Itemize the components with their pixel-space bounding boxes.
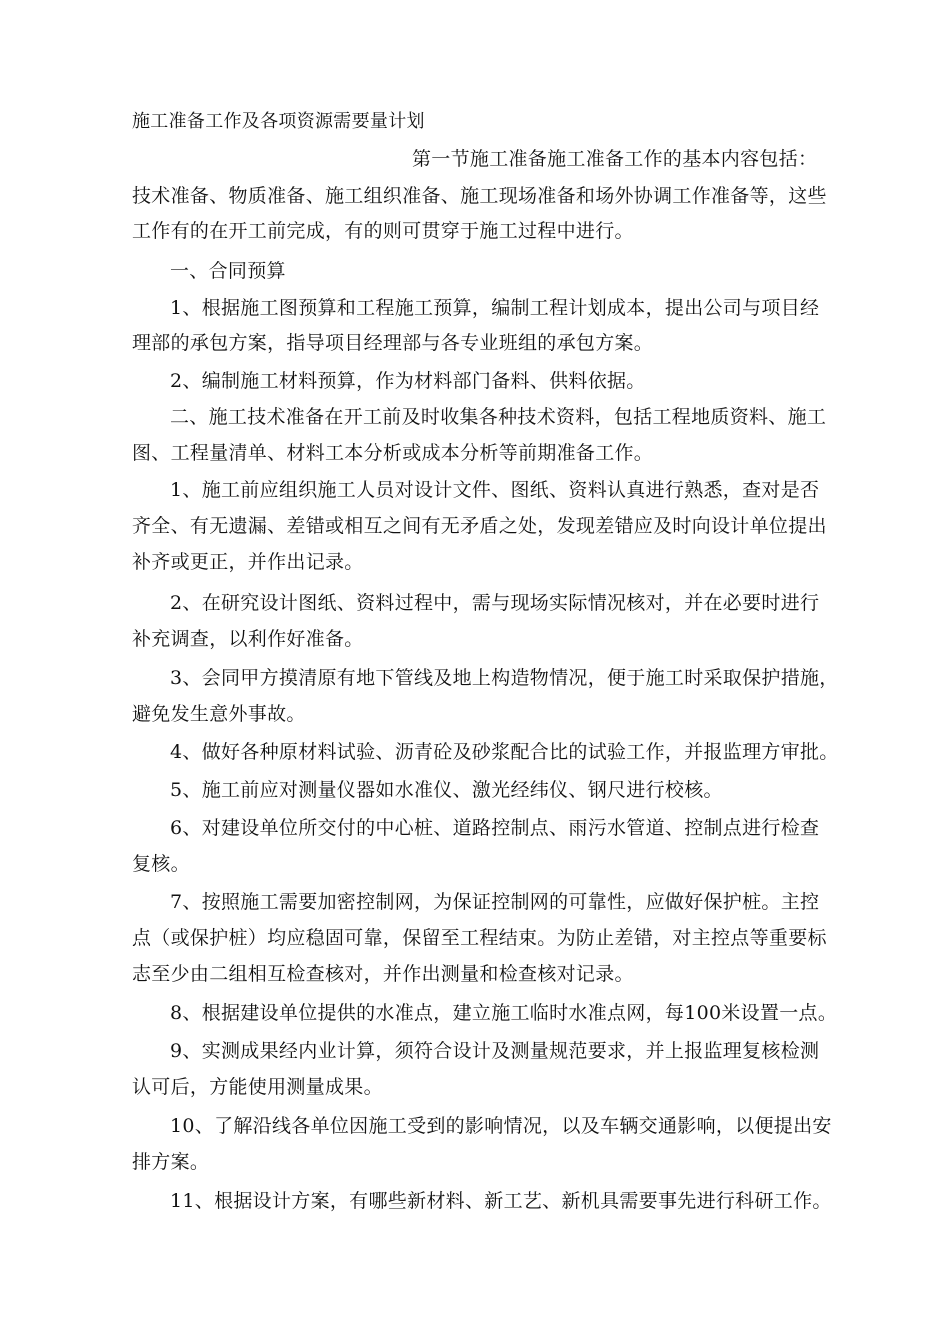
paragraph-line: 认可后，方能使用测量成果。	[132, 1076, 383, 1098]
paragraph-line: 1、施工前应组织施工人员对设计文件、图纸、资料认真进行熟悉，查对是否	[170, 479, 820, 501]
section-heading-contract: 一、合同预算	[170, 260, 286, 282]
paragraph-line: 齐全、有无遗漏、差错或相互之间有无矛盾之处，发现差错应及时向设计单位提出	[132, 515, 827, 537]
paragraph-line: 复核。	[132, 853, 190, 875]
paragraph-line: 3、会同甲方摸清原有地下管线及地上构造物情况，便于施工时采取保护措施，	[170, 667, 839, 689]
section-heading: 第一节施工准备施工准备工作的基本内容包括：	[412, 148, 818, 170]
paragraph-line: 补齐或更正，并作出记录。	[132, 551, 364, 573]
paragraph-line: 8、根据建设单位提供的水准点，建立施工临时水准点网，每100米设置一点。	[170, 1002, 838, 1024]
paragraph-line: 11、根据设计方案，有哪些新材料、新工艺、新机具需要事先进行科研工作。	[170, 1190, 832, 1212]
paragraph-line: 9、实测成果经内业计算，须符合设计及测量规范要求，并上报监理复核检测	[170, 1040, 820, 1062]
paragraph-line: 工作有的在开工前完成，有的则可贯穿于施工过程中进行。	[132, 220, 634, 242]
paragraph-line: 点（或保护桩）均应稳固可靠，保留至工程结束。为防止差错，对主控点等重要标	[132, 927, 827, 949]
paragraph-line: 技术准备、物质准备、施工组织准备、施工现场准备和场外协调工作准备等，这些	[132, 185, 827, 207]
paragraph-line: 理部的承包方案，指导项目经理部与各专业班组的承包方案。	[132, 332, 654, 354]
paragraph-line: 补充调查，以利作好准备。	[132, 628, 364, 650]
paragraph-line: 志至少由二组相互检查核对，并作出测量和检查核对记录。	[132, 963, 634, 985]
paragraph-line: 避免发生意外事故。	[132, 703, 306, 725]
paragraph-line: 6、对建设单位所交付的中心桩、道路控制点、雨污水管道、控制点进行检查	[170, 817, 820, 839]
paragraph-line: 2、编制施工材料预算，作为材料部门备料、供料依据。	[170, 370, 646, 392]
section-heading-tech: 二、施工技术准备在开工前及时收集各种技术资料，包括工程地质资料、施工	[170, 406, 827, 428]
paragraph-line: 1、根据施工图预算和工程施工预算，编制工程计划成本，提出公司与项目经	[170, 297, 820, 319]
paragraph-line: 2、在研究设计图纸、资料过程中，需与现场实际情况核对，并在必要时进行	[170, 592, 820, 614]
paragraph-line: 4、做好各种原材料试验、沥青砼及砂浆配合比的试验工作，并报监理方审批。	[170, 741, 839, 763]
paragraph-line: 10、了解沿线各单位因施工受到的影响情况，以及车辆交通影响，以便提出安	[170, 1115, 832, 1137]
paragraph-line: 5、施工前应对测量仪器如水准仪、激光经纬仪、钢尺进行校核。	[170, 779, 723, 801]
paragraph-line: 7、按照施工需要加密控制网，为保证控制网的可靠性，应做好保护桩。主控	[170, 891, 820, 913]
paragraph-line: 排方案。	[132, 1151, 210, 1173]
paragraph-line: 图、工程量清单、材料工本分析或成本分析等前期准备工作。	[132, 442, 654, 464]
document-title: 施工准备工作及各项资源需要量计划	[132, 111, 425, 132]
